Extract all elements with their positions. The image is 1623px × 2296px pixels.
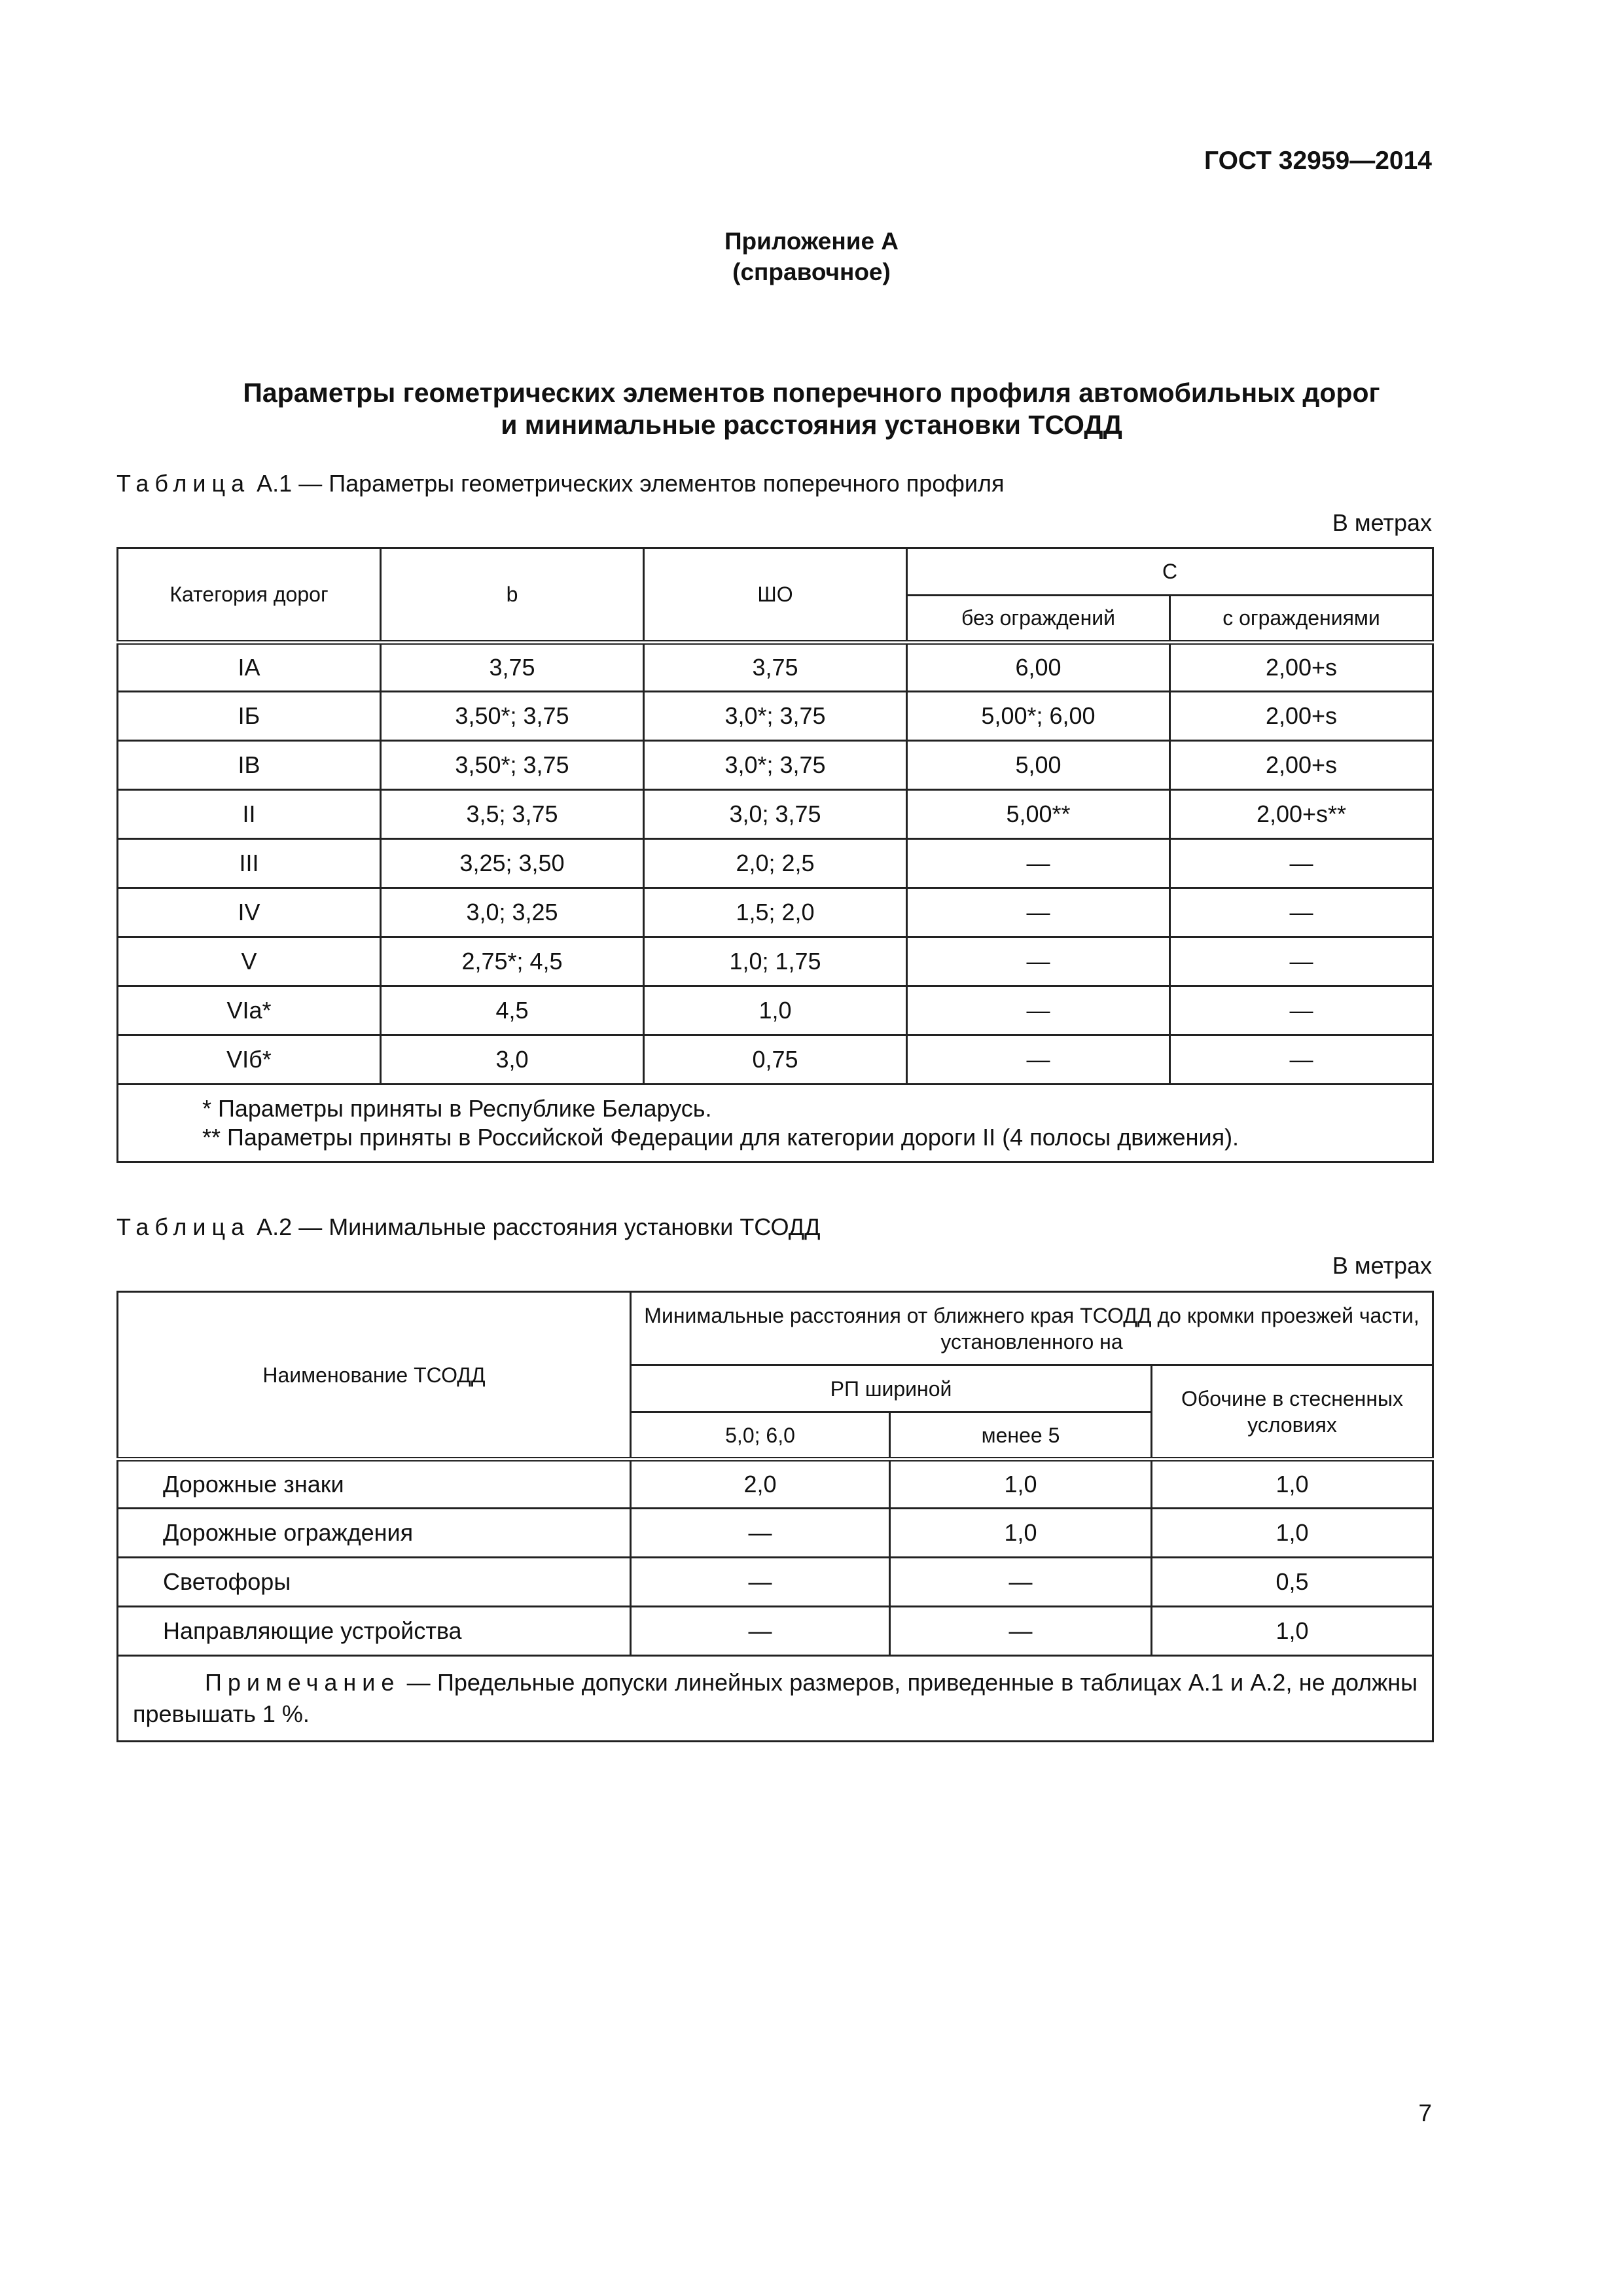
table-cell: 0,75	[644, 1035, 907, 1085]
table2-header-shoulder: Обочине в стесненных условиях	[1152, 1365, 1433, 1460]
table-cell: 6,00	[907, 643, 1170, 692]
table-cell: 3,0	[381, 1035, 644, 1085]
table-cell: —	[1170, 937, 1433, 986]
table1-caption-text: А.1 — Параметры геометрических элементов поперечного профиля	[250, 470, 1005, 497]
table-cell: 2,00+s	[1170, 692, 1433, 741]
table-cell: —	[907, 1035, 1170, 1085]
table-row	[118, 1460, 1433, 1509]
table-row	[118, 888, 1433, 937]
table2-header-name: Наименование ТСОДД	[118, 1292, 631, 1460]
table1-header-category: Категория дорог	[118, 548, 381, 643]
table-cell: 1,0; 1,75	[644, 937, 907, 986]
table-cell: IБ	[118, 692, 381, 741]
table-row	[118, 741, 1433, 790]
table-cell: VIа*	[118, 986, 381, 1035]
standard-number: ГОСТ 32959—2014	[1204, 147, 1432, 175]
table-cell: —	[1170, 986, 1433, 1035]
table-row	[118, 937, 1433, 986]
table-cell: —	[907, 839, 1170, 888]
appendix-subtitle: (справочное)	[732, 259, 891, 285]
table-row	[118, 643, 1433, 692]
main-title	[0, 377, 1623, 441]
table1-footnotes-row	[118, 1085, 1433, 1162]
table-cell: Направляющие устройства	[118, 1607, 631, 1656]
table1-footnote-1: * Параметры приняты в Республике Беларусь.	[202, 1095, 712, 1122]
table1-footnotes	[118, 1085, 1433, 1162]
table-a1	[116, 547, 1434, 1163]
table2-caption	[116, 1213, 821, 1241]
table1-caption	[116, 470, 1004, 497]
table-row	[118, 986, 1433, 1035]
page-number: 7	[1418, 2100, 1432, 2126]
appendix-title: Приложение А	[724, 228, 899, 255]
table-cell: 1,0	[1152, 1607, 1433, 1656]
table-cell: Дорожные знаки	[118, 1460, 631, 1509]
table-cell: IА	[118, 643, 381, 692]
table-cell: 5,00*; 6,00	[907, 692, 1170, 741]
table-cell: 3,50*; 3,75	[381, 741, 644, 790]
table-cell: 3,0*; 3,75	[644, 741, 907, 790]
table-cell: 1,0	[890, 1509, 1152, 1558]
table-cell: II	[118, 790, 381, 839]
table-cell: —	[631, 1509, 890, 1558]
table-cell: 2,0	[631, 1460, 890, 1509]
table2-header-row	[118, 1292, 1433, 1365]
table2-header-min-distance: Минимальные расстояния от ближнего края ТСОДД до кромки проезжей части, установленного на	[631, 1292, 1433, 1365]
table1-header-sho: ШО	[644, 548, 907, 643]
table-row	[118, 790, 1433, 839]
table-cell: —	[631, 1558, 890, 1607]
table-row	[118, 1558, 1433, 1607]
table2-header-rp: РП шириной	[631, 1365, 1152, 1412]
table1-footnote-2: ** Параметры приняты в Российской Федерации для категории дороги II (4 полосы движения).	[202, 1124, 1240, 1151]
table-cell: —	[1170, 888, 1433, 937]
table-cell: —	[631, 1607, 890, 1656]
table-cell: 3,0*; 3,75	[644, 692, 907, 741]
table-cell: IВ	[118, 741, 381, 790]
table-cell: VIб*	[118, 1035, 381, 1085]
appendix-heading	[0, 226, 1623, 287]
table2-caption-word: Таблица	[116, 1213, 251, 1240]
table2-note-row	[118, 1656, 1433, 1742]
table-cell: 2,75*; 4,5	[381, 937, 644, 986]
table-cell: 1,0	[644, 986, 907, 1035]
table-cell: 5,00	[907, 741, 1170, 790]
table-cell: 3,25; 3,50	[381, 839, 644, 888]
table2-unit: В метрах	[1332, 1252, 1432, 1279]
table-cell: 4,5	[381, 986, 644, 1035]
table-cell: —	[1170, 839, 1433, 888]
table-cell: Дорожные ограждения	[118, 1509, 631, 1558]
table1-header-c: С	[907, 548, 1433, 596]
table-cell: —	[907, 888, 1170, 937]
table2-caption-text: А.2 — Минимальные расстояния установки ТСОДД	[250, 1213, 821, 1240]
table-cell: 1,0	[890, 1460, 1152, 1509]
table-cell: Светофоры	[118, 1558, 631, 1607]
table2-header-rp-narrow: менее 5	[890, 1412, 1152, 1460]
table-cell: 0,5	[1152, 1558, 1433, 1607]
table-cell: 2,0; 2,5	[644, 839, 907, 888]
table-cell: 3,50*; 3,75	[381, 692, 644, 741]
table-cell: IV	[118, 888, 381, 937]
table2-note	[118, 1656, 1433, 1742]
table2-header-rp-wide: 5,0; 6,0	[631, 1412, 890, 1460]
main-title-line-2: и минимальные расстояния установки ТСОДД	[501, 410, 1122, 440]
table-cell: —	[890, 1607, 1152, 1656]
table-cell: 1,0	[1152, 1509, 1433, 1558]
table-cell: 3,75	[644, 643, 907, 692]
table-cell: 2,00+s**	[1170, 790, 1433, 839]
table-cell: 3,5; 3,75	[381, 790, 644, 839]
table1-header-b: b	[381, 548, 644, 643]
table-a2	[116, 1291, 1434, 1742]
table2-note-text: — Предельные допуски линейных размеров, приведенные в таблицах А.1 и А.2, не должны превышать 1 %.	[133, 1669, 1418, 1727]
table-cell: —	[907, 986, 1170, 1035]
table-cell: 5,00**	[907, 790, 1170, 839]
table-cell: 3,0; 3,25	[381, 888, 644, 937]
table-cell: 3,75	[381, 643, 644, 692]
table-row	[118, 839, 1433, 888]
table2-note-word: Примечание	[205, 1669, 401, 1696]
table-row	[118, 1607, 1433, 1656]
table-cell: 3,0; 3,75	[644, 790, 907, 839]
table-cell: V	[118, 937, 381, 986]
table-cell: —	[1170, 1035, 1433, 1085]
table-row	[118, 1035, 1433, 1085]
table-cell: —	[907, 937, 1170, 986]
table-cell: 1,0	[1152, 1460, 1433, 1509]
table1-header-row	[118, 548, 1433, 596]
table-cell: 1,5; 2,0	[644, 888, 907, 937]
table1-unit: В метрах	[1332, 509, 1432, 536]
table-row	[118, 692, 1433, 741]
main-title-line-1: Параметры геометрических элементов поперечного профиля автомобильных дорог	[243, 378, 1380, 408]
table1-header-c-with: с ограждениями	[1170, 596, 1433, 643]
table-cell: —	[890, 1558, 1152, 1607]
table-cell: 2,00+s	[1170, 643, 1433, 692]
table1-caption-word: Таблица	[116, 470, 251, 497]
table-cell: III	[118, 839, 381, 888]
table1-header-c-without: без ограждений	[907, 596, 1170, 643]
table-row	[118, 1509, 1433, 1558]
table-cell: 2,00+s	[1170, 741, 1433, 790]
